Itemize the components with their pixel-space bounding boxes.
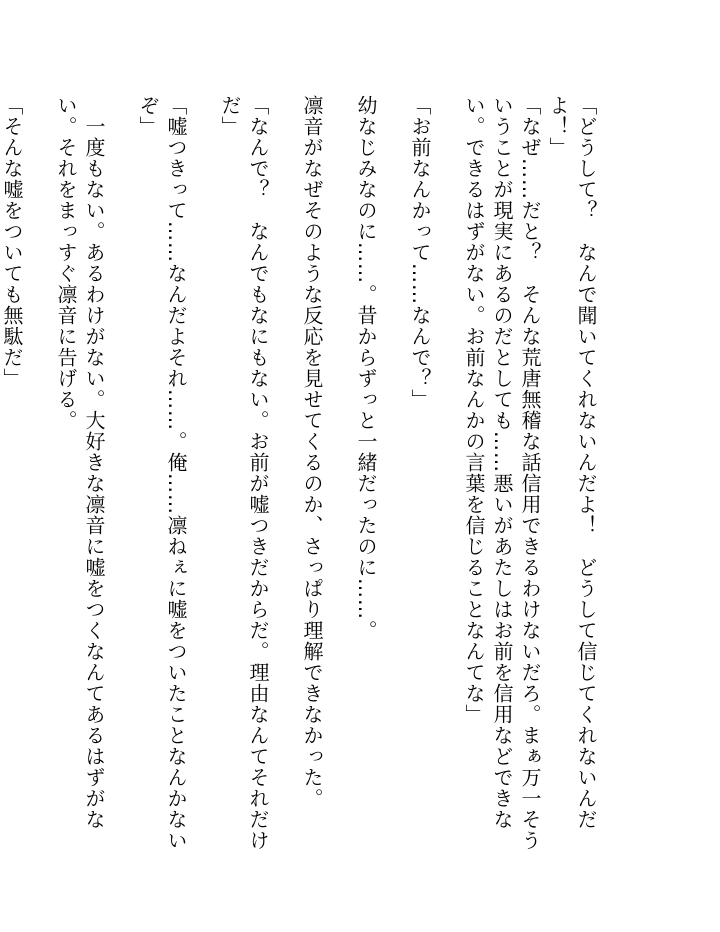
paragraph-8: 一度もない。あるわけがない。大好きな凛音に嘘をつくなんてあるはずがない。それをまっすぐ凛音に告げる。 (54, 95, 106, 830)
paragraph-7: 「嘘つきって……なんだよそれ……。俺……凛ねぇに嘘をついたことなんかないぞ」 (136, 95, 188, 851)
paragraph-2: 「なぜ……だと？ そんな荒唐無稽な話信用できるわけないだろ。まぁ万一そういうことが現実にあるのだとしても……悪いがあたしはお前を信用などできない。できるはずがない。お前なんかの言葉を信じることなんてな」 (462, 95, 542, 851)
paragraph-3: 「お前なんかって……なんで？」 (408, 95, 432, 410)
vertical-text-block (0, 95, 600, 855)
paragraph-9: 「そんな嘘をついても無駄だ」 (0, 95, 24, 389)
paragraph-4: 幼なじみなのに……。昔からずっと一緒だったのに……。 (354, 95, 378, 641)
paragraph-1: 「どうして？ なんで聞いてくれないんだよ！ どうして信じてくれないんだよ！」 (546, 95, 598, 830)
paragraph-6: 「なんで？ なんでもなにもない。お前が嘘つきだからだ。理由なんてそれだけだ」 (218, 95, 270, 851)
paragraph-5: 凛音がなぜそのような反応を見せてくるのか、さっぱり理解できなかった。 (300, 95, 324, 809)
